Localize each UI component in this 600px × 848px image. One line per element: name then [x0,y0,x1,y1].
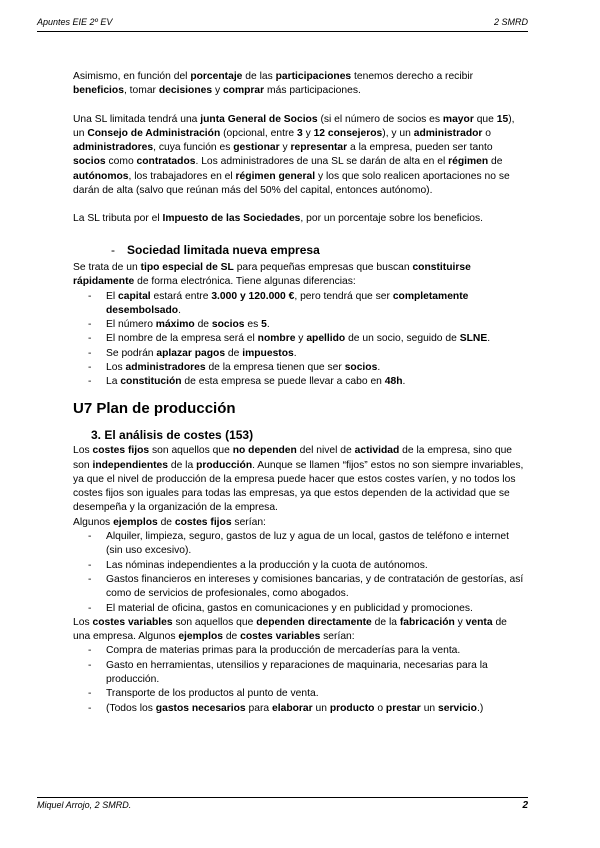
heading-slne-text: Sociedad limitada nueva empresa [127,242,320,257]
list-item: - Compra de materias primas para la producción de mercaderías para la venta. [73,644,525,658]
list-item: - Las nóminas independientes a la producción y la cuota de autónomos. [73,559,525,573]
list-item: - (Todos los gastos necesarios para elaborar un producto o prestar un servicio.) [73,702,525,716]
list-item: - Gasto en herramientas, utensilios y reparaciones de maquinaria, necesarias para la producción. [73,659,525,688]
heading-slne [111,243,525,257]
list-item: - El capital estará entre 3.000 y 120.000 €, pero tendrá que ser completamente desembolsado. [73,290,525,319]
list-item: - Se podrán aplazar pagos de impuestos. [73,347,525,361]
unit-title: U7 Plan de producción [73,399,236,417]
list-costes-variables [73,644,525,715]
list-item: - Alquiler, limpieza, seguro, gastos de luz y agua de un local, gastos de teléfono e internet (sin uso excesivo). [73,530,525,559]
list-item: - El número máximo de socios es 5. [73,318,525,332]
page-footer [37,797,528,815]
header-left: Apuntes EIE 2º EV [37,17,113,27]
list-item: - El nombre de la empresa será el nombre y apellido de un socio, seguido de SLNE. [73,332,525,346]
paragraph-costes-fijos: Los costes fijos son aquellos que no dependen del nivel de actividad de la empresa, sino que son independientes de la producción. Aunque se llamen “fijos” estos no son siempre invariables, ya que el nivel de producción de la empresa puede hacer que estos costes varíen, y no todos los costes fijos son iguales para todas las empresas, ya que estos dependen de la actividad que se desempeña y la organización de la empresa. [73,445,524,514]
page-number: 2 [522,800,528,811]
page-content [73,70,525,716]
list-item: - La constitución de esta empresa se puede llevar a cabo en 48h. [73,375,525,389]
paragraph-slne-intro: Se trata de un tipo especial de SL para pequeñas empresas que buscan constituirse rápidamente de forma electrónica. Tiene algunas diferencias: [73,261,471,288]
list-item: - Gastos financieros en intereses y comisiones bancarias, y de contratación de gestorías, así como de servicios de profesionales, como abogados. [73,573,525,602]
list-costes-fijos [73,530,525,616]
list-item: - Los administradores de la empresa tienen que ser socios. [73,361,525,375]
list-item: - Transporte de los productos al punto de venta. [73,687,525,701]
paragraph-ejemplos-fijos: Algunos ejemplos de costes fijos serían: [73,516,266,528]
heading-analisis-costes: 3. El análisis de costes (153) [91,427,254,442]
heading-dash: - [111,242,115,257]
list-item: - El material de oficina, gastos en comunicaciones y en publicidad y promociones. [73,602,525,616]
footer-author: Miquel Arrojo, 2 SMRD. [37,800,132,810]
paragraph-organos-sl: Una SL limitada tendrá una junta General de Socios (si el número de socios es mayor que 15), un Consejo de Administración (opcional, entre 3 y 12 consejeros), y un administrador o administradores, cuya función es gestionar y representar a la empresa, pueden ser tanto socios como contratados. Los administradores de una SL se darán de alta en el régimen de autónomos, los trabajadores en el régimen general y los que solo realicen aportaciones no se darán de alta (salvo que reúnan más del 50% del capital, entonces autónomo). [73,113,515,197]
page-header [37,17,528,32]
header-right: 2 SMRD [493,17,528,27]
paragraph-impuesto: La SL tributa por el Impuesto de las Sociedades, por un porcentaje sobre los beneficios. [73,213,484,225]
list-slne [73,290,525,390]
paragraph-costes-variables: Los costes variables son aquellos que dependen directamente de la fabricación y venta de una empresa. Algunos ejemplos de costes variables serían: [73,616,507,643]
paragraph-participaciones: Asimismo, en función del porcentaje de las participaciones tenemos derecho a recibir beneficios, tomar decisiones y comprar más participaciones. [73,71,474,97]
